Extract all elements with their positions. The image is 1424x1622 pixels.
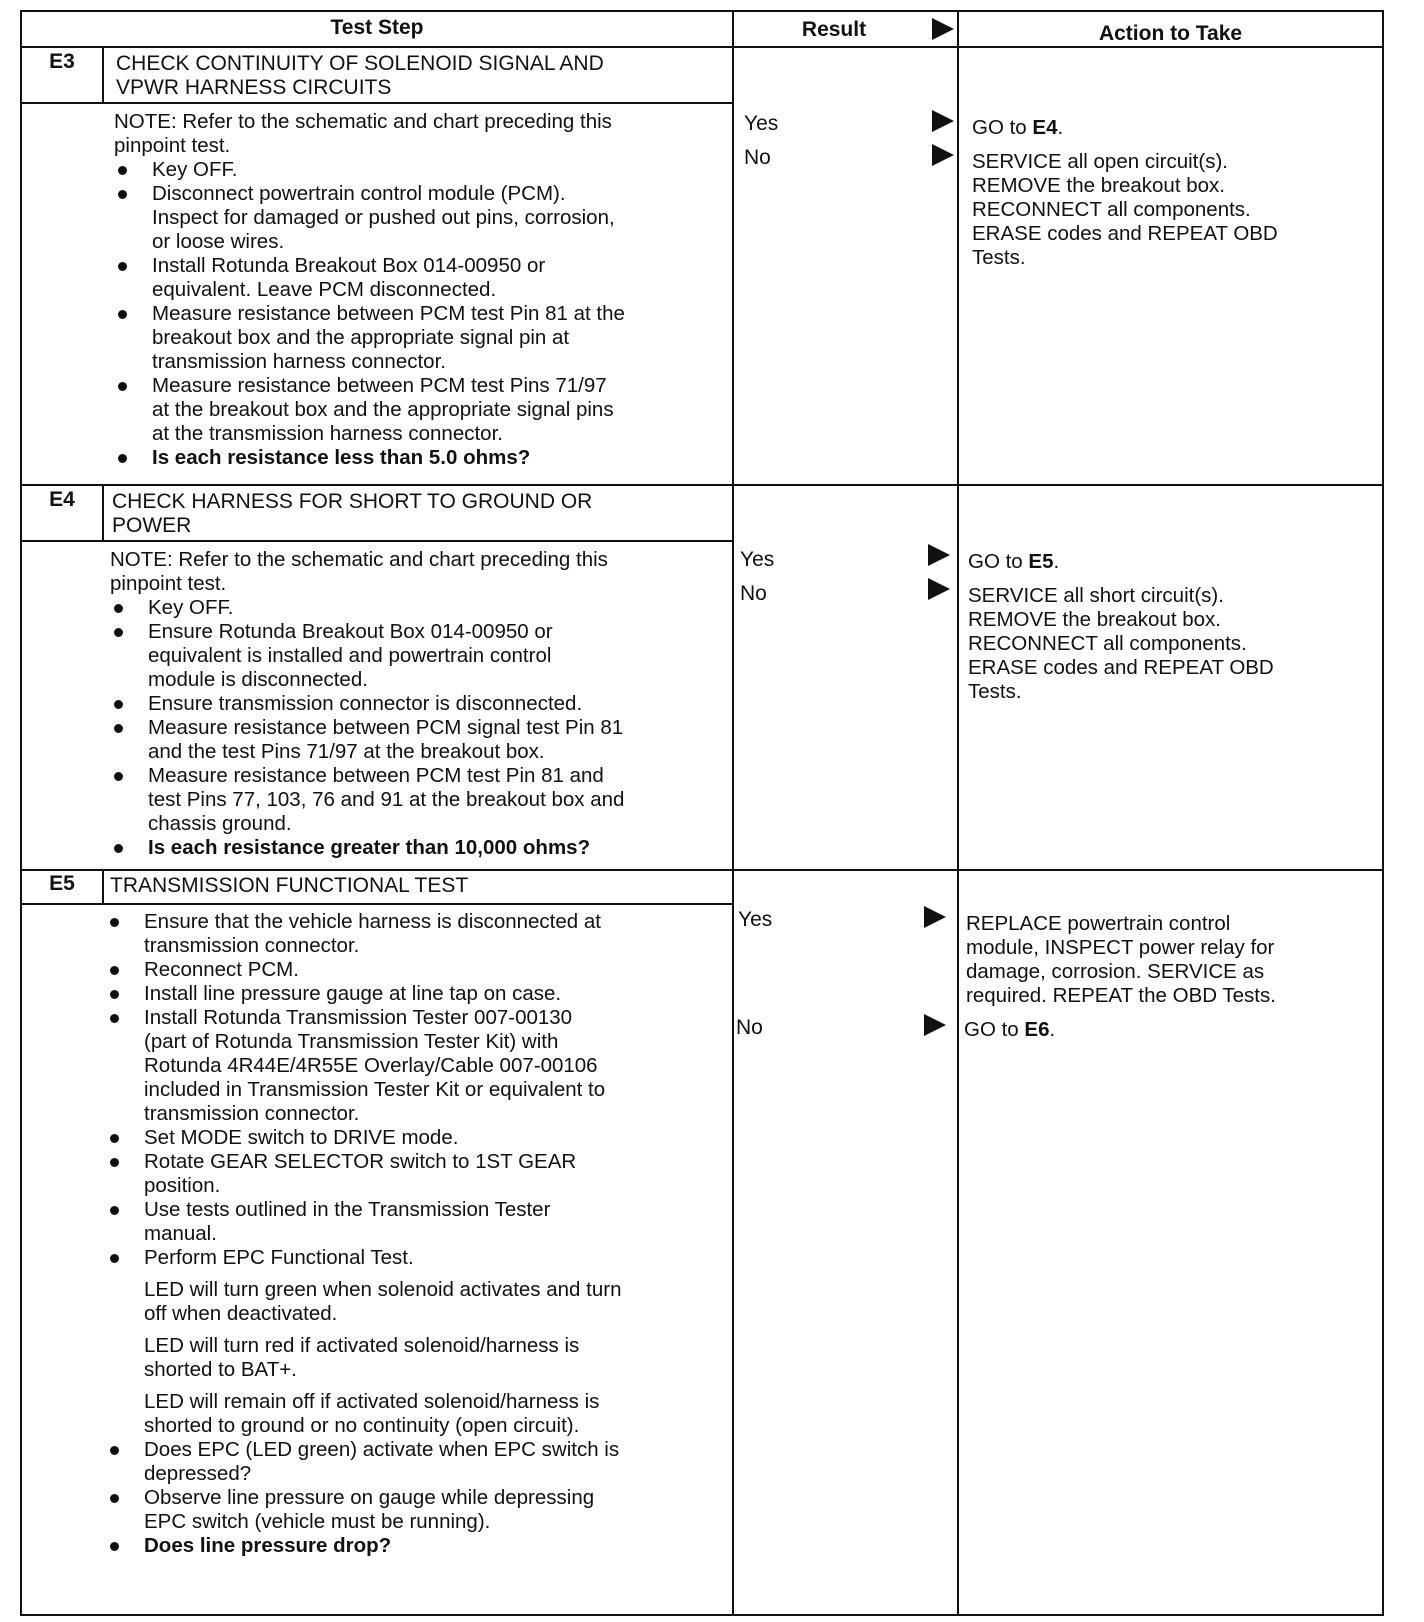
- bullet-item: Measure resistance between PCM signal test Pin 81 and the test Pins 71/97 at the breakout box.: [110, 716, 726, 764]
- e3-title-line: [22, 102, 732, 104]
- arrow-icon: [924, 1014, 946, 1036]
- sub-note: LED will turn red if activated solenoid/harness is shorted to BAT+.: [144, 1334, 580, 1381]
- diagnostic-table: [20, 10, 1384, 1616]
- bullet-item: Disconnect powertrain control module (PCM). Inspect for damaged or pushed out pins, corrosion, or loose wires.: [114, 182, 726, 254]
- bullet-question: Does line pressure drop?: [106, 1534, 726, 1558]
- action-yes-e4: GO to E5.: [968, 550, 1060, 573]
- result-yes-e3: Yes: [744, 112, 779, 135]
- bullet-list: [106, 910, 726, 1270]
- action-no-e3: SERVICE all open circuit(s). REMOVE the breakout box. RECONNECT all components. ERASE codes and REPEAT OBD Tests.: [972, 150, 1278, 269]
- step-body-e4: [110, 548, 726, 860]
- bullet-item: Observe line pressure on gauge while depressing EPC switch (vehicle must be running).: [106, 1486, 726, 1534]
- step-title-e4: CHECK HARNESS FOR SHORT TO GROUND OR POWER: [112, 490, 593, 537]
- divider-result-action: [957, 12, 959, 1614]
- bullet-item: Set MODE switch to DRIVE mode.: [106, 1126, 726, 1150]
- bullet-question: Is each resistance greater than 10,000 ohms?: [110, 836, 726, 860]
- note: NOTE: Refer to the schematic and chart preceding this pinpoint test.: [110, 548, 608, 595]
- step-body-e3: [114, 110, 726, 470]
- header-result: Result: [801, 18, 867, 41]
- action-no-e5: GO to E6.: [964, 1018, 1056, 1041]
- e3-bottom-line: [22, 484, 1382, 486]
- divider-e3-id: [102, 46, 104, 102]
- step-title-e5: TRANSMISSION FUNCTIONAL TEST: [110, 874, 469, 897]
- bullet-item: Reconnect PCM.: [106, 958, 726, 982]
- bullet-item: Perform EPC Functional Test.: [106, 1246, 726, 1270]
- divider-test-result: [732, 12, 734, 1614]
- bullet-item: Key OFF.: [114, 158, 726, 182]
- step-id-e5: E5: [49, 872, 75, 895]
- divider-e4-id: [102, 484, 104, 540]
- bullet-item: Install Rotunda Breakout Box 014-00950 or equivalent. Leave PCM disconnected.: [114, 254, 726, 302]
- bullet-item: Ensure Rotunda Breakout Box 014-00950 or equivalent is installed and powertrain control module is disconnected.: [110, 620, 726, 692]
- bullet-item: Key OFF.: [110, 596, 726, 620]
- arrow-icon: [924, 906, 946, 928]
- result-no-e5: No: [736, 1016, 763, 1039]
- bullet-item: Use tests outlined in the Transmission Tester manual.: [106, 1198, 726, 1246]
- step-title-e3: CHECK CONTINUITY OF SOLENOID SIGNAL AND VPWR HARNESS CIRCUITS: [116, 52, 604, 99]
- bullet-list: [110, 596, 726, 860]
- e4-title-line: [22, 540, 732, 542]
- arrow-icon: [928, 578, 950, 600]
- result-no-e3: No: [744, 146, 771, 169]
- bullet-item: Install Rotunda Transmission Tester 007-00130 (part of Rotunda Transmission Tester Kit) with Rotunda 4R44E/4R55E Overlay/Cable 007-00106 included in Transmission Tester Kit or equivalent to transmission connector.: [106, 1006, 726, 1126]
- bullet-item: Ensure that the vehicle harness is disconnected at transmission connector.: [106, 910, 726, 958]
- bullet-item: Measure resistance between PCM test Pin 81 and test Pins 77, 103, 76 and 91 at the breakout box and chassis ground.: [110, 764, 726, 836]
- header-test-step: Test Step: [330, 16, 424, 39]
- result-yes-e4: Yes: [740, 548, 775, 571]
- bullet-item: Ensure transmission connector is disconnected.: [110, 692, 726, 716]
- e4-bottom-line: [22, 869, 1382, 871]
- header-action: Action to Take: [1098, 22, 1243, 45]
- step-id-e3: E3: [49, 50, 75, 73]
- action-no-e4: SERVICE all short circuit(s). REMOVE the breakout box. RECONNECT all components. ERASE codes and REPEAT OBD Tests.: [968, 584, 1274, 703]
- e5-title-line: [22, 903, 732, 905]
- result-no-e4: No: [740, 582, 767, 605]
- bullet-item: Install line pressure gauge at line tap on case.: [106, 982, 726, 1006]
- action-yes-e5: REPLACE powertrain control module, INSPECT power relay for damage, corrosion. SERVICE as required. REPEAT the OBD Tests.: [966, 912, 1276, 1007]
- result-yes-e5: Yes: [738, 908, 773, 931]
- bullet-item: Measure resistance between PCM test Pins 71/97 at the breakout box and the appropriate signal pins at the transmission harness connector.: [114, 374, 726, 446]
- sub-note: LED will turn green when solenoid activates and turn off when deactivated.: [144, 1278, 622, 1325]
- header-arrow-icon: [932, 18, 954, 40]
- bullet-item: Does EPC (LED green) activate when EPC switch is depressed?: [106, 1438, 726, 1486]
- arrow-icon: [928, 544, 950, 566]
- bullet-list: [114, 158, 726, 470]
- step-id-e4: E4: [49, 488, 75, 511]
- header-bottom-line: [22, 46, 1382, 48]
- note: NOTE: Refer to the schematic and chart preceding this pinpoint test.: [114, 110, 612, 157]
- bullet-question: Is each resistance less than 5.0 ohms?: [114, 446, 726, 470]
- action-yes-e3: GO to E4.: [972, 116, 1064, 139]
- bullet-list: [106, 1438, 726, 1558]
- step-body-e5: [106, 910, 726, 1558]
- arrow-icon: [932, 110, 954, 132]
- arrow-icon: [932, 144, 954, 166]
- divider-e5-id: [102, 869, 104, 903]
- sub-note: LED will remain off if activated solenoid/harness is shorted to ground or no continuity (open circuit).: [144, 1390, 600, 1437]
- bullet-item: Measure resistance between PCM test Pin 81 at the breakout box and the appropriate signal pin at transmission harness connector.: [114, 302, 726, 374]
- bullet-item: Rotate GEAR SELECTOR switch to 1ST GEAR position.: [106, 1150, 726, 1198]
